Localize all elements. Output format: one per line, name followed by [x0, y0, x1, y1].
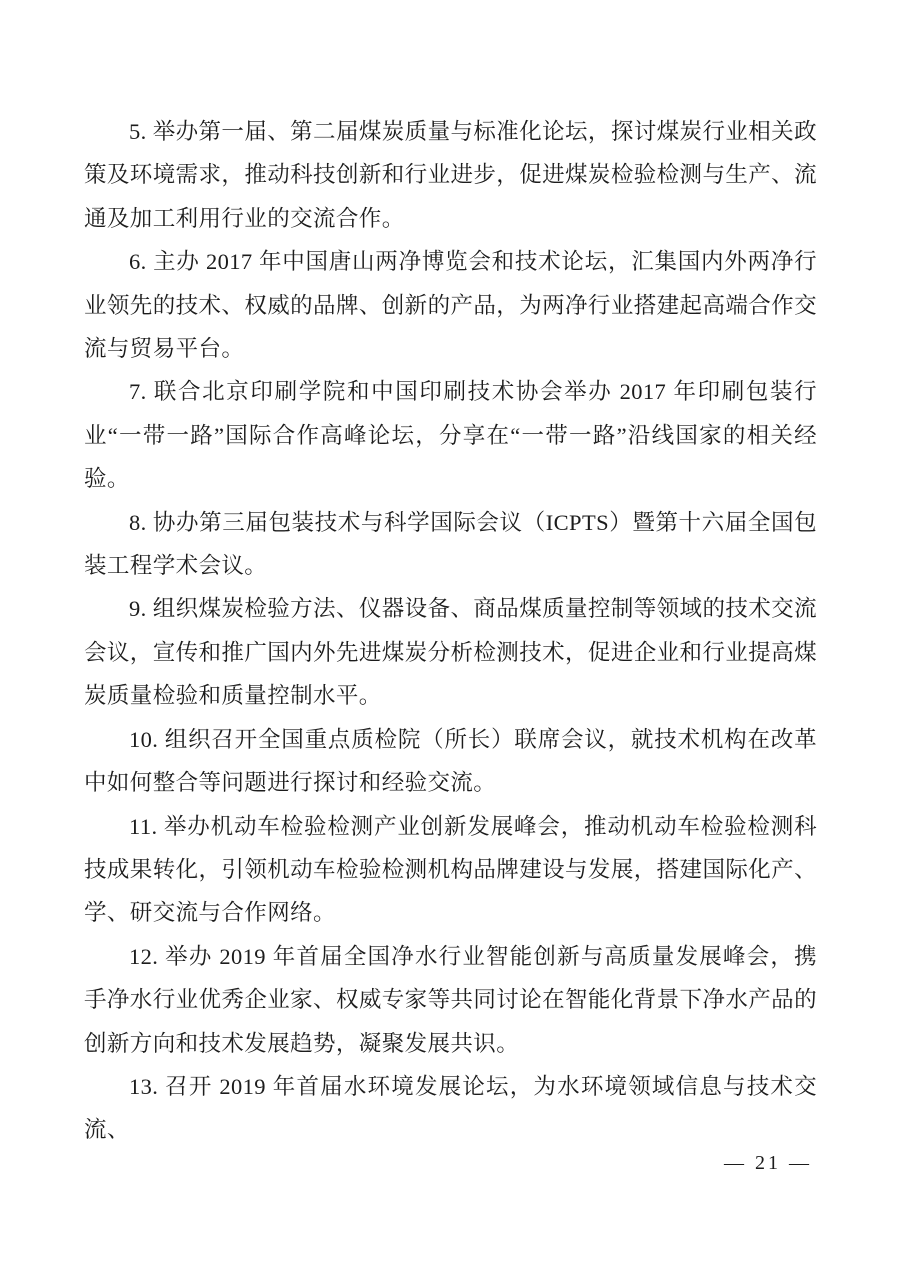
paragraph-item-7: 7. 联合北京印刷学院和中国印刷技术协会举办 2017 年印刷包装行业“一带一路”国际合作高峰论坛，分享在“一带一路”沿线国家的相关经验。 [84, 379, 817, 492]
paragraph-item-9: 9. 组织煤炭检验方法、仪器设备、商品煤质量控制等领域的技术交流会议，宣传和推广国内外先进煤炭分析检测技术，促进企业和行业提高煤炭质量检验和质量控制水平。 [84, 596, 817, 709]
paragraph-item-6: 6. 主办 2017 年中国唐山两净博览会和技术论坛，汇集国内外两净行业领先的技术、权威的品牌、创新的产品，为两净行业搭建起高端合作交流与贸易平台。 [84, 249, 817, 362]
paragraph-item-13: 13. 召开 2019 年首届水环境发展论坛，为水环境领域信息与技术交流、 [84, 1073, 817, 1143]
paragraph-item-5: 5. 举办第一届、第二届煤炭质量与标准化论坛，探讨煤炭行业相关政策及环境需求，推动科技创新和行业进步，促进煤炭检验检测与生产、流通及加工利用行业的交流合作。 [84, 119, 817, 231]
paragraph-item-11: 11. 举办机动车检验检测产业创新发展峰会，推动机动车检验检测科技成果转化，引领机动车检验检测机构品牌建设与发展，搭建国际化产、学、研交流与合作网络。 [84, 813, 817, 926]
paragraph-item-10: 10. 组织召开全国重点质检院（所长）联席会议，就技术机构在改革中如何整合等问题进行探讨和经验交流。 [84, 726, 817, 796]
page-number: — 21 — [724, 1152, 812, 1174]
document-body [84, 110, 817, 1152]
paragraph-item-12: 12. 举办 2019 年首届全国净水行业智能创新与高质量发展峰会，携手净水行业优秀企业家、权威专家等共同讨论在智能化背景下净水产品的创新方向和技术发展趋势，凝聚发展共识。 [84, 943, 817, 1056]
paragraph-item-8: 8. 协办第三届包装技术与科学国际会议（ICPTS）暨第十六届全国包装工程学术会议。 [84, 509, 817, 579]
